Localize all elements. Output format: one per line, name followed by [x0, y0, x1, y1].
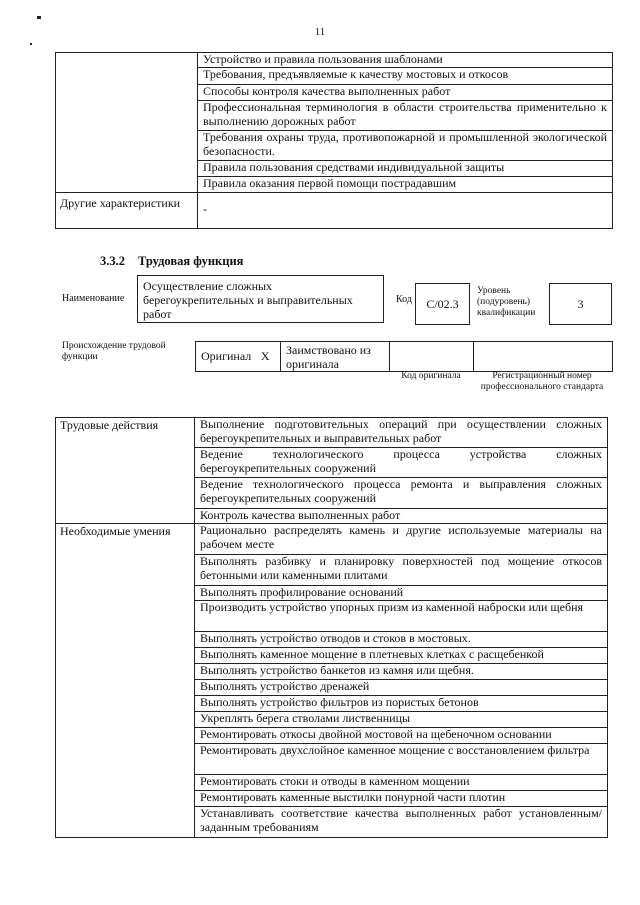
required-skills-label: Необходимые умения: [56, 524, 195, 838]
knowledge-item: Требования, предъявляемые к качеству мостовых и откосов: [198, 68, 613, 85]
labor-action: Ведение технологического процесса устройства сложных берегоукрепительных сооружений: [195, 448, 608, 478]
required-skill: Выполнять устройство фильтров из пористых бетонов: [195, 696, 608, 712]
page-number: 11: [314, 26, 326, 38]
original-mark: X: [251, 342, 281, 372]
required-skill: Ремонтировать каменные выстилки понурной части плотин: [195, 791, 608, 807]
empty-label-cell: [56, 53, 198, 193]
required-skill: Выполнять разбивку и планировку поверхностей под мощение откосов бетонными или каменными плитами: [195, 555, 608, 586]
required-skill: Ремонтировать двухслойное каменное мощение с восстановлением фильтра: [195, 744, 608, 775]
name-label: Наименование: [62, 293, 125, 304]
section-heading: [100, 254, 243, 269]
labor-action: Ведение технологического процесса ремонта и выправления сложных берегоукрепительных сооружений: [195, 478, 608, 509]
knowledge-item: Требования охраны труда, противопожарной и промышленной экологической безопасности.: [198, 131, 613, 161]
function-name-box: [137, 275, 384, 323]
origin-table: [195, 341, 613, 372]
level-value: 3: [577, 297, 584, 311]
other-characteristics-label: Другие характеристики: [56, 193, 198, 229]
required-skill: Выполнять профилирование оснований: [195, 586, 608, 601]
required-skill: Ремонтировать стоки и отводы в каменном мощении: [195, 775, 608, 791]
required-skill: Выполнять устройство дренажей: [195, 680, 608, 696]
original-code-caption: Код оригинала: [401, 371, 461, 381]
original-code-cell: [390, 342, 474, 372]
required-skill: Рационально распределять камень и другие используемые материалы на рабочем месте: [195, 524, 608, 555]
section-number: 3.3.2: [100, 254, 125, 268]
required-skill: Устанавливать соответствие качества выполненных работ установленным/ заданным требованиям: [195, 807, 608, 838]
required-skill: Выполнять устройство отводов и стоков в мостовых.: [195, 632, 608, 648]
section-title: Трудовая функция: [138, 254, 244, 268]
code-value: C/02.3: [426, 297, 459, 311]
scan-mark: [30, 43, 32, 45]
knowledge-item: Правила оказания первой помощи пострадавшим: [198, 177, 613, 193]
scan-mark: [37, 16, 41, 19]
borrowed-label: Заимствовано из оригинала: [281, 342, 390, 372]
labor-function-table: [55, 417, 608, 838]
knowledge-item: Способы контроля качества выполненных работ: [198, 85, 613, 101]
knowledge-item: Правила пользования средствами индивидуальной защиты: [198, 161, 613, 177]
origin-label: Происхождение трудовой функции: [62, 341, 166, 362]
registration-number-cell: [474, 342, 613, 372]
required-skill: Ремонтировать откосы двойной мостовой на щебеночном основании: [195, 728, 608, 744]
code-box: [415, 283, 470, 325]
labor-action: Контроль качества выполненных работ: [195, 509, 608, 524]
level-label: Уровень (подуровень) квалификации: [477, 286, 536, 318]
required-skill: Производить устройство упорных призм из каменной наброски или щебня: [195, 601, 608, 632]
labor-actions-label: Трудовые действия: [56, 418, 195, 524]
required-skill: Выполнять устройство банкетов из камня или щебня.: [195, 664, 608, 680]
code-label: Код: [396, 294, 412, 305]
level-box: [549, 283, 612, 325]
knowledge-item: Устройство и правила пользования шаблонами: [198, 53, 613, 68]
function-name: Осуществление сложных берегоукрепительных и выправительных работ: [143, 279, 353, 321]
other-characteristics-value: -: [198, 193, 613, 229]
registration-number-caption: Регистрационный номер профессионального стандарта: [480, 371, 604, 392]
required-skill: Выполнять каменное мощение в плетневых клетках с расщебенкой: [195, 648, 608, 664]
knowledge-table: [55, 52, 613, 229]
required-skill: Укреплять берега стволами лиственницы: [195, 712, 608, 728]
original-label: Оригинал: [196, 342, 251, 372]
knowledge-item: Профессиональная терминология в области строительства применительно к выполнению дорожных работ: [198, 101, 613, 131]
labor-action: Выполнение подготовительных операций при осуществлении сложных берегоукрепительных и выправительных работ: [195, 418, 608, 448]
